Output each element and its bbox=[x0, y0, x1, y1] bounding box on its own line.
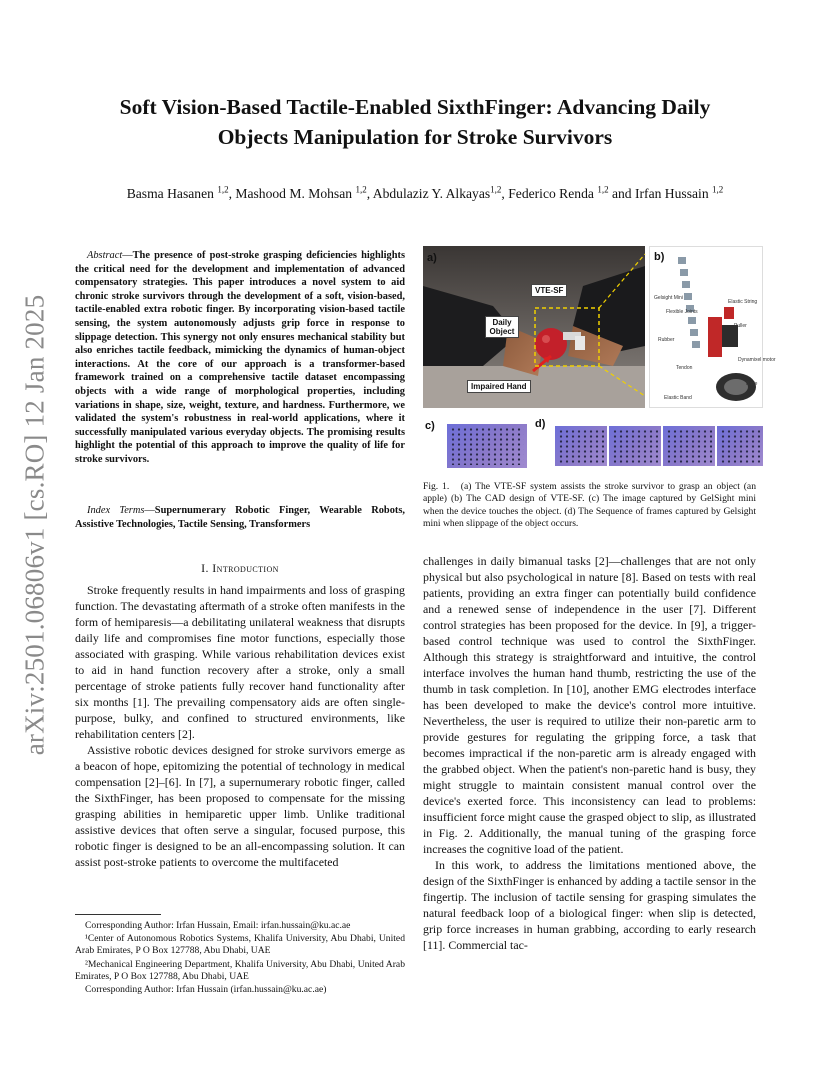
author-list bbox=[60, 184, 790, 202]
panel-letter-c: c) bbox=[425, 420, 435, 432]
cad-label: Rubber bbox=[658, 337, 675, 343]
abstract-text: The presence of post-stroke grasping deficiencies highlights the critical need for the development and implementation of advanced compensatory strategies. This paper introduces a novel system to aid chronic stroke survivors through the development of a soft, vision-based, tactile-enabled extra robotic finger. By incorporating vision-based tactile sensing, the system autonomously adjusts grip force in response to slippage detection. This synergy not only ensures mechanical stability but also enriches tactile feedback, mimicking the dynamics of human-object interactions. At the core of our approach is a transformer-based framework trained on a comprehensive tactile dataset encompassing objects with a wide range of morphological properties, including variations in shape, size, weight, texture, and hardness. Furthermore, we validated the system's robustness in real-world applications, where it successfully manipulated various everyday objects. The promising results highlight the potential of this approach to improve the quality of life for stroke survivors. bbox=[75, 250, 405, 465]
panel-b-cad bbox=[649, 246, 776, 408]
photo-illustration bbox=[423, 246, 645, 408]
section-number: I. bbox=[201, 561, 209, 575]
figure-caption bbox=[423, 481, 756, 531]
caption-text: (a) The VTE-SF system assists the stroke survivor to grasp an object (an apple) (b) The CAD design of VTE-SF. (c) The image captured by GelSight mini when the device touches the object. (d) The Sequence of frames captured by Gelsight mini when slippage of the object occurs. bbox=[423, 481, 756, 530]
author: Abdulaziz Y. Alkayas$^{1,2}$, bbox=[372, 184, 509, 201]
index-terms-label: Index Terms bbox=[87, 505, 145, 516]
gelsight-frame bbox=[717, 426, 763, 466]
author: Basma Hasanen $^{1,2}$, bbox=[126, 184, 236, 201]
figure-1 bbox=[423, 246, 776, 473]
abstract-label: Abstract bbox=[87, 250, 123, 261]
panel-letter-b: b) bbox=[654, 251, 665, 263]
cad-label: Gelsight Mini bbox=[654, 295, 683, 301]
caption-label: Fig. 1. bbox=[423, 481, 450, 492]
right-column-body bbox=[423, 553, 756, 953]
paragraph: challenges in daily bimanual tasks [2]—challenges that are not only physical but also psychological in nature [8]. Based on tests with real patients, providing an extra finger can potentially build confidence and a renewed sense of independence in the user [7]. Different control strategies has been proposed for the device. In [9], a trigger-based control technique was used to control the SixthFinger. Although this strategy is straightforward and intuitive, the control interface involves the human hand thumb, restricting the use of the thumb in task completion. In [10], another EMG electrodes interface has been developed to make the device's control more intuitive. Nevertheless, the user is required to utilize their non-paretic arm to provide gestures for regulating the gripping force, a task that becomes impractical if the non-paretic arm is already engaged with the grabbed object. When the patient's non-paretic hand is busy, they might struggle to maintain consistent manual control over the device's exerted force. This inconsistency can lead to problems: insufficient force might cause the grasped object to slip, as illustrated in Fig. 2. Additionally, the manual tuning of the grasping force increases the cognitive load of the patient. bbox=[423, 554, 756, 856]
paragraph: Assistive robotic devices designed for stroke survivors emerge as a beacon of hope, epitomizing the potential of technology in medical compensation [2]–[6]. In [7], a supernumerary robotic finger, called the SixthFinger, has been proposed to compensate for the missing grasping abilities in hemiparetic upper limb. Unlike traditional assistive devices that often serve a singular, focused purpose, this robotic finger is designed to be an all-encompassing solution. It can assist post-stroke patients to overcome the multifaceted bbox=[75, 743, 405, 869]
cad-label: Base bbox=[746, 381, 758, 387]
footnote: ¹Center of Autonomous Robotics Systems, Khalifa University, Abu Dhabi, United Arab Emirates, P O Box 127788, Abu Dhabi, UAE bbox=[75, 933, 405, 957]
section-heading bbox=[75, 561, 405, 576]
tag-daily-object: Daily Object bbox=[485, 316, 519, 338]
gelsight-frame bbox=[555, 426, 607, 466]
section-title: Introduction bbox=[212, 561, 279, 575]
paragraph: Stroke frequently results in hand impairments and loss of grasping function. The devastating aftermath of a stroke often manifests in the form of hemiparesis—a debilitating unilateral weakness that disrupts daily life and compromises fine motor functions, especially those associated with grasping. While various rehabilitation devices exist to aid in hand function recovery after a stroke, only a small percentage of stroke patients fully recover hand functionality after six months [1]. The prevailing compensatory aids are often single-purpose, bulky, and confined to structured environments, like rehabilitation centers [2]. bbox=[75, 583, 405, 741]
cad-label: Tendon bbox=[676, 365, 693, 371]
left-column-body bbox=[75, 582, 405, 870]
panel-letter-d: d) bbox=[535, 418, 546, 430]
footnote: Corresponding Author: Irfan Hussain, Email: irfan.hussain@ku.ac.ae bbox=[85, 920, 351, 931]
cad-label: Dynamixel motor bbox=[738, 357, 776, 363]
gelsight-frame bbox=[447, 424, 527, 468]
author: Federico Renda $^{1,2}$ and bbox=[508, 184, 635, 201]
panel-a-photo bbox=[423, 246, 645, 408]
footnote-rule bbox=[75, 914, 161, 915]
panel-letter-a: a) bbox=[427, 252, 437, 264]
tag-vte-sf: VTE-SF bbox=[531, 284, 567, 297]
arxiv-identifier: arXiv:2501.06806v1 [cs.RO] 12 Jan 2025 bbox=[19, 294, 50, 756]
paper-title: Soft Vision-Based Tactile-Enabled SixthFinger: Advancing Daily Objects Manipulation for Stroke Survivors bbox=[119, 95, 711, 149]
cad-label: Elastic Band bbox=[664, 395, 692, 401]
footnote: Corresponding Author: Irfan Hussain (irfan.hussain@ku.ac.ae) bbox=[85, 984, 327, 996]
cad-label: Elastic String bbox=[728, 299, 758, 305]
abstract: Abstract—The presence of post-stroke grasping deficiencies highlights the critical need for the development and implementation of advanced compensatory strategies. This paper introduces a novel system to aid chronic stroke survivors through the development of a soft, vision-based, tactile-enabled extra robotic finger. By incorporating vision-based tactile sensing, the system autonomously adjusts grip force in response to slippage detection. This synergy not only ensures mechanical stability but also enriches tactile feedback, mimicking the dynamics of human-object interactions. At the core of our approach is a transformer-based framework trained on a comprehensive tactile dataset encompassing objects with a wide range of morphological properties, including variations in shape, size, weight, texture, and hardness. Furthermore, we validated the system's robustness in real-world applications, where it successfully manipulated various everyday objects. The promising results highlight the potential of this approach to improve the quality of life for stroke survivors. bbox=[75, 250, 405, 465]
gelsight-frame bbox=[609, 426, 661, 466]
footnote: ²Mechanical Engineering Department, Khalifa University, Abu Dhabi, United Arab Emirates, P O Box 127788, Abu Dhabi, UAE bbox=[75, 958, 405, 982]
index-terms-text: Supernumerary Robotic Finger, Wearable Robots, Assistive Technologies, Tactile Sensing, Transformers bbox=[75, 505, 405, 530]
panel-c-gelsight-image bbox=[423, 412, 531, 473]
panel-d-frame-sequence bbox=[533, 412, 763, 473]
cad-label: Puller bbox=[734, 323, 747, 329]
footnotes bbox=[75, 920, 405, 997]
gelsight-frame bbox=[663, 426, 715, 466]
paragraph: In this work, to address the limitations mentioned above, the design of the SixthFinger is enhanced by adding a tactile sensor in the fingertip. The inclusion of tactile sensing for grasping simulates the natural feedback loop of a biological finger: when slip is detected, grip force increases in human grabbing, according to early research [11]. Commercial tac- bbox=[423, 858, 756, 952]
author: Mashood M. Mohsan $^{1,2}$, bbox=[235, 184, 373, 201]
tag-impaired-hand: Impaired Hand bbox=[467, 380, 531, 393]
author: Irfan Hussain $^{1,2}$ bbox=[635, 184, 724, 201]
cad-label: Flexible Joints bbox=[666, 309, 698, 315]
index-terms: Index Terms—Supernumerary Robotic Finger, Wearable Robots, Assistive Technologies, Tactile Sensing, Transformers bbox=[75, 505, 405, 530]
